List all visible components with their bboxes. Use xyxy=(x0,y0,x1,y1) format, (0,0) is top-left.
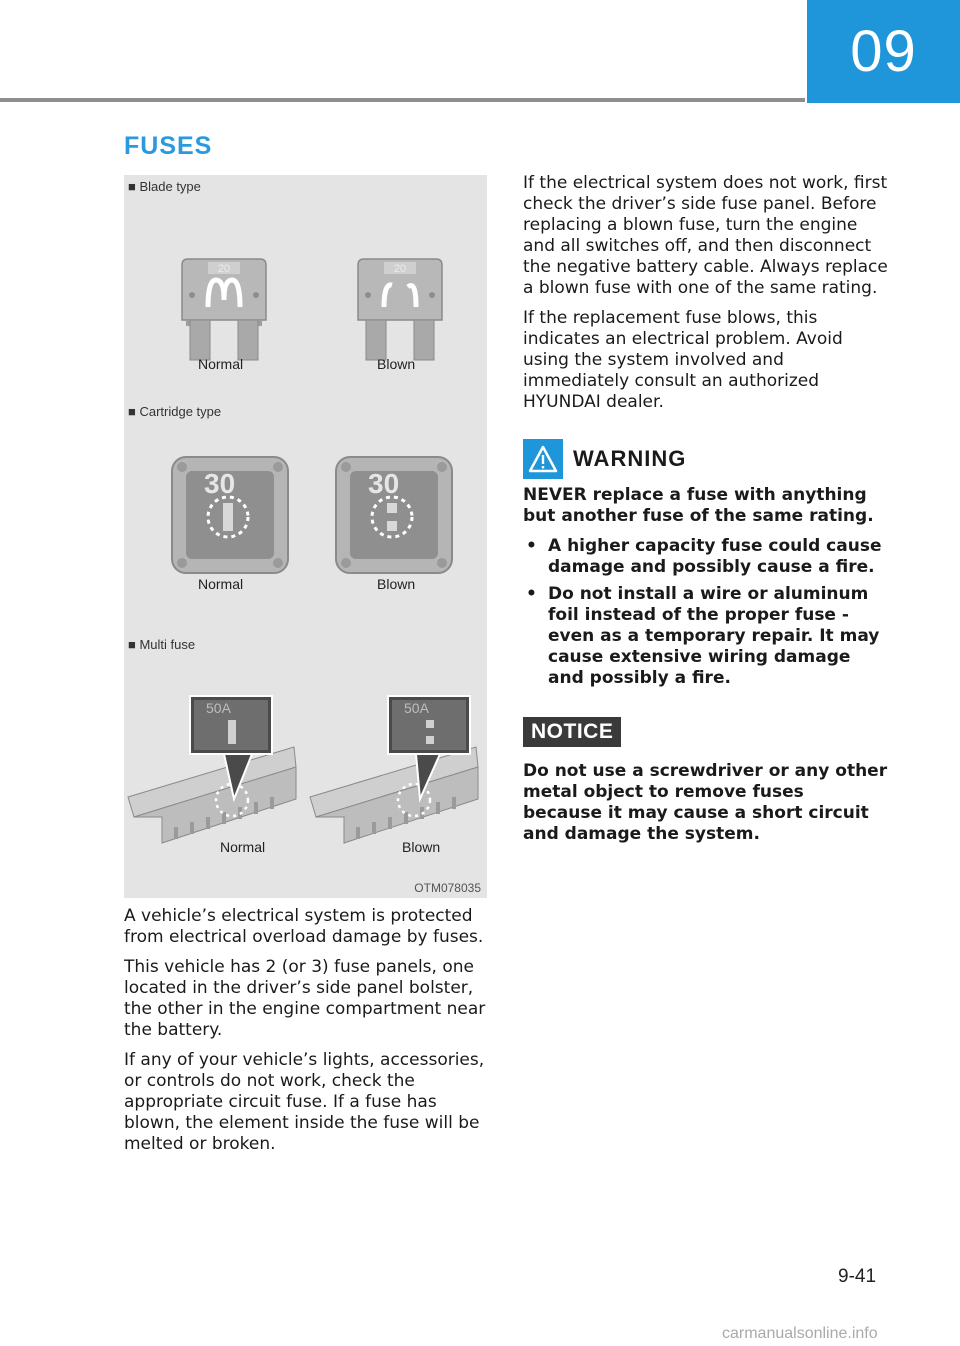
warning-list xyxy=(523,536,888,689)
cartridge-rating-blown: 30 xyxy=(368,468,400,499)
multi-fuse-label: ■ Multi fuse xyxy=(128,637,196,652)
blade-type-label: ■ Blade type xyxy=(128,179,201,194)
multi-fuse-blown-illustration xyxy=(310,696,478,843)
blade-blown-caption: Blown xyxy=(377,356,416,372)
paragraph: If the electrical system does not work, first check the driver’s side fuse panel. Before replacing a blown fuse, turn the engine and all switches off, and then disconnect the negative battery cable. Always replace a blown fuse with one of the same rating. xyxy=(523,173,888,298)
blade-rating-blown: 20 xyxy=(393,263,407,275)
warning-bullet: • Do not install a wire or aluminum foil instead of the proper fuse - even as a temporary repair. It may cause extensive wiring damage and possibly a fire. xyxy=(523,584,888,689)
left-column xyxy=(124,906,486,1164)
blade-rating-normal: 20 xyxy=(217,263,231,275)
warning-bullet: • A higher capacity fuse could cause damage and possibly cause a fire. xyxy=(523,536,888,578)
paragraph: This vehicle has 2 (or 3) fuse panels, one located in the driver’s side panel bolster, the other in the engine compartment near the battery. xyxy=(124,957,486,1040)
blade-normal-caption: Normal xyxy=(198,356,244,372)
cartridge-type-label: ■ Cartridge type xyxy=(128,404,222,419)
multi-rating-normal: 50A xyxy=(206,700,231,716)
cartridge-normal-caption: Normal xyxy=(198,576,244,592)
fuse-illustrations xyxy=(124,175,487,898)
multi-fuse-normal-illustration xyxy=(128,696,296,843)
multi-blown-caption: Blown xyxy=(402,839,441,855)
warning-icon xyxy=(523,439,563,479)
paragraph: If the replacement fuse blows, this indicates an electrical problem. Avoid using the system involved and immediately consult an authorized HYUNDAI dealer. xyxy=(523,308,843,412)
warning-header xyxy=(523,439,888,479)
header-rule xyxy=(0,98,805,102)
warning-title: WARNING xyxy=(573,446,687,471)
paragraph: If any of your vehicle’s lights, accessories, or controls do not work, check the appropriate circuit fuse. If a fuse has blown, the element inside the fuse will be melted or broken. xyxy=(124,1050,485,1154)
right-column xyxy=(523,173,888,854)
fuse-figure xyxy=(124,175,487,898)
warning-intro: NEVER replace a fuse with anything but another fuse of the same rating. xyxy=(523,485,874,526)
paragraph: A vehicle’s electrical system is protected from electrical overload damage by fuses. xyxy=(124,906,484,947)
watermark-link[interactable]: carmanualsonline.info xyxy=(722,1325,878,1342)
cartridge-blown-caption: Blown xyxy=(377,576,416,592)
notice-badge: NOTICE xyxy=(523,717,621,747)
section-title: FUSES xyxy=(124,132,213,160)
page-number: 9-41 xyxy=(838,1266,877,1287)
chapter-tab: 09 xyxy=(807,0,960,103)
multi-rating-blown: 50A xyxy=(404,700,429,716)
multi-normal-caption: Normal xyxy=(220,839,266,855)
notice-text: Do not use a screwdriver or any other metal object to remove fuses because it may cause a short circuit and damage the system. xyxy=(523,761,888,844)
cartridge-rating-normal: 30 xyxy=(204,468,236,499)
figure-code: OTM078035 xyxy=(414,881,481,895)
